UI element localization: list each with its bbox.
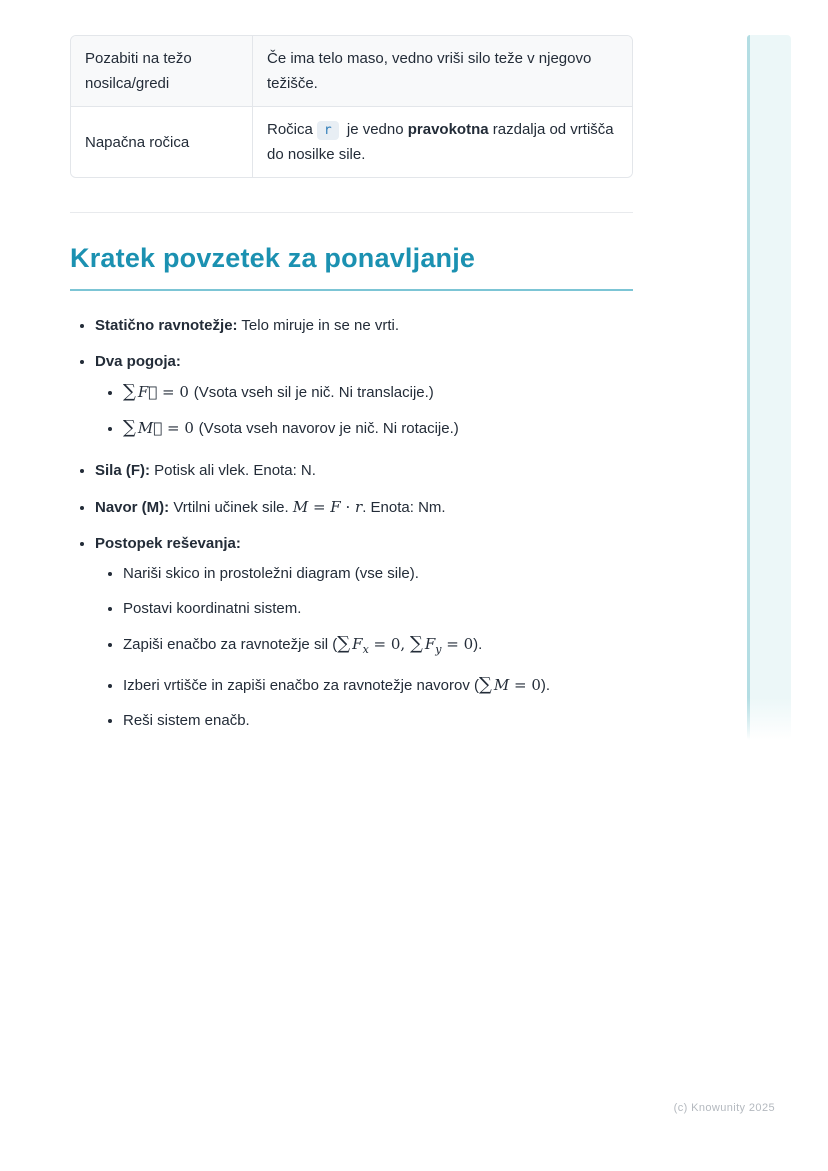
item-text: Vrtilni učinek sile. [169,499,293,516]
item-text: (Vsota vseh navorov je nič. Ni rotacije.) [198,420,459,437]
item-text: Potisk ali vlek. Enota: N. [150,462,316,479]
math-subscript: x [362,643,369,656]
table-row [71,107,632,177]
list-item [123,633,633,661]
list-item [95,351,633,440]
math-equals: = 0 [441,635,474,653]
item-text: Telo miruje in se ne vrti. [237,317,399,334]
sum-symbol: ∑ [337,633,351,654]
item-text: Nariši skico in prostoležni diagram (vse sile). [123,565,419,582]
item-text: (Vsota vseh sil je nič. Ni translacije.) [193,384,434,401]
fix-cell: Če ima telo maso, vedno vriši silo teže v njegovo težišče. [253,36,632,107]
math-operator: = [308,498,331,516]
item-label: Postopek reševanja: [95,535,241,552]
list-item [95,315,633,337]
item-label: Navor (M): [95,499,170,516]
math-equals: = 0 [162,419,199,437]
fix-cell [253,107,632,177]
list-item [123,710,633,732]
math-equals: = 0 [509,676,541,694]
list-item [123,563,633,585]
sum-symbol: ∑ [409,633,423,654]
item-text: ). [473,636,483,653]
page-edge-highlight [747,35,791,740]
math-variable: F [424,635,436,653]
section-divider [70,212,633,213]
math-subscript: y [435,643,442,656]
section-heading: Kratek povzetek za ponavljanje [70,241,633,291]
sum-symbol: ∑ [123,381,136,402]
math-variable: r [355,498,363,516]
mistake-cell: Napačna ročica [71,107,253,177]
conditions-sub-list [95,381,633,440]
math-variable: F⃗ [137,383,158,401]
item-text: Postavi koordinatni sistem. [123,600,302,617]
math-operator: · [340,498,356,516]
procedure-sub-list [95,563,633,732]
table-row [71,36,632,107]
math-variable: M [493,676,510,694]
sum-symbol: ∑ [479,674,492,695]
fix-text: je vedno [342,121,408,138]
fix-text-bold: pravokotna [407,121,489,138]
list-item [95,460,633,482]
list-item [123,381,633,404]
list-item [123,598,633,620]
item-text: ). [540,677,551,694]
copyright-notice: (c) Knowunity 2025 [673,1102,775,1114]
item-label: Statično ravnotežje: [95,317,238,334]
math-variable: F [330,498,341,516]
math-variable: M⃗ [137,419,163,437]
math-equals: = 0 [157,383,194,401]
fix-text: razdalja od vrtišča do nosilke sile. [267,121,614,163]
math-variable: F [352,635,363,653]
item-text: . Enota: Nm. [362,499,446,516]
mistake-cell: Pozabiti na težo nosilca/gredi [71,36,253,107]
list-item [123,674,633,697]
sum-symbol: ∑ [123,417,136,438]
list-item [123,417,633,440]
list-item [95,496,633,519]
item-label: Sila (F): [95,462,150,479]
page-edge-highlight-border [747,35,750,740]
summary-list [70,315,633,732]
item-text: Izberi vrtišče in zapiši enačbo za ravnotežje navorov ( [123,677,480,694]
math-equals: = 0, [368,635,410,653]
common-mistakes-table [70,35,633,178]
math-variable: M [292,498,309,516]
item-text: Reši sistem enačb. [123,712,250,729]
list-item [95,533,633,732]
document-content [70,35,633,752]
fix-text: Ročica [267,121,313,138]
inline-code-r: r [317,121,339,140]
item-label: Dva pogoja: [95,353,181,370]
item-text: Zapiši enačbo za ravnotežje sil ( [123,636,338,653]
